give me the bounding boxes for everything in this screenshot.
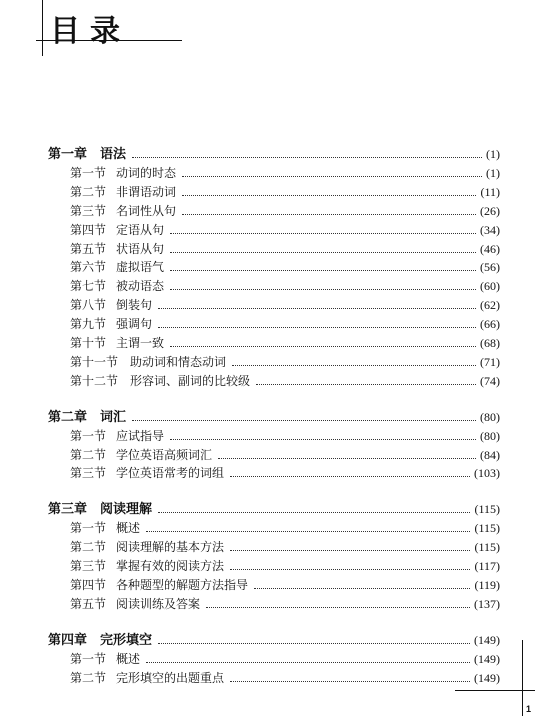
toc-entry-title: 动词的时态 bbox=[116, 165, 177, 180]
dot-leader bbox=[132, 419, 476, 421]
toc-entry-title: 阅读训练及答案 bbox=[116, 596, 201, 611]
toc-entry-number: 第十一节 bbox=[70, 354, 119, 369]
header-vertical-rule bbox=[42, 0, 43, 56]
toc-entry-title: 完形填空的出题重点 bbox=[116, 670, 225, 685]
toc-chapter-row bbox=[48, 633, 500, 648]
toc-section-row bbox=[70, 204, 500, 218]
page-title: 目录 bbox=[50, 14, 130, 49]
toc-entry-page: (149) bbox=[474, 670, 500, 685]
toc-entry-page: (62) bbox=[480, 298, 500, 313]
dot-leader bbox=[256, 383, 476, 385]
dot-leader bbox=[146, 661, 470, 663]
toc-entry-title: 语法 bbox=[100, 147, 127, 162]
toc-entry-title: 掌握有效的阅读方法 bbox=[116, 559, 225, 573]
toc-entry-title: 完形填空 bbox=[100, 632, 153, 648]
footer-horizontal-rule bbox=[455, 690, 535, 691]
toc-entry-title: 形容词、副词的比较级 bbox=[130, 373, 251, 388]
toc-section-row bbox=[70, 336, 500, 350]
toc-entry-title: 阅读理解 bbox=[100, 502, 153, 518]
toc-entry-page: (60) bbox=[480, 279, 500, 294]
dot-leader bbox=[182, 175, 482, 177]
toc-section-row bbox=[70, 448, 500, 462]
dot-leader bbox=[158, 642, 470, 644]
dot-leader bbox=[230, 680, 470, 682]
toc-entry-page: (149) bbox=[474, 651, 500, 666]
dot-leader bbox=[170, 288, 476, 290]
toc-chapter-row bbox=[48, 410, 500, 425]
toc-entry-page: (56) bbox=[480, 260, 500, 275]
toc-section-row bbox=[70, 671, 500, 685]
toc-section-row bbox=[70, 242, 500, 256]
toc-entry-title: 词汇 bbox=[100, 409, 127, 425]
toc-entry-number: 第八节 bbox=[70, 298, 107, 313]
dot-leader bbox=[182, 194, 476, 196]
toc-section-row bbox=[70, 185, 500, 199]
toc-entry-page: (84) bbox=[480, 447, 500, 462]
toc-entry-number: 第五节 bbox=[70, 596, 107, 611]
toc-entry-number: 第三节 bbox=[70, 203, 107, 218]
toc-entry-title: 应试指导 bbox=[116, 428, 165, 443]
toc-chapter-row bbox=[48, 502, 500, 517]
toc-entry-number: 第二节 bbox=[70, 184, 107, 199]
footer-vertical-rule bbox=[522, 640, 523, 716]
toc-entry-page: (66) bbox=[480, 317, 500, 332]
toc-section-row bbox=[70, 355, 500, 369]
dot-leader bbox=[254, 587, 470, 589]
toc-section-row bbox=[70, 521, 500, 535]
toc-entry-page: (26) bbox=[480, 203, 500, 218]
toc-entry-page: (34) bbox=[480, 222, 500, 237]
toc-section-row bbox=[70, 578, 500, 592]
toc-entry-number: 第四章 bbox=[48, 632, 88, 648]
toc-entry-number: 第一节 bbox=[70, 651, 107, 666]
dot-leader bbox=[158, 511, 470, 513]
toc-entry-page: (115) bbox=[474, 521, 500, 536]
toc-entry-number: 第一节 bbox=[70, 521, 107, 536]
toc-entry-title: 名词性从句 bbox=[116, 203, 177, 218]
toc-entry-title: 倒装句 bbox=[116, 298, 153, 313]
toc-entry-number: 第十节 bbox=[70, 336, 107, 350]
toc-section-row bbox=[70, 279, 500, 293]
toc-section-row bbox=[70, 466, 500, 480]
dot-leader bbox=[132, 156, 482, 158]
toc-entry-title: 非谓语动词 bbox=[116, 184, 177, 199]
toc-entry-title: 各种题型的解题方法指导 bbox=[116, 577, 249, 592]
dot-leader bbox=[218, 457, 476, 459]
dot-leader bbox=[170, 269, 476, 271]
toc-entry-title: 虚拟语气 bbox=[116, 260, 165, 275]
toc-section-row bbox=[70, 317, 500, 331]
toc-entry-page: (103) bbox=[474, 466, 500, 481]
toc-entry-number: 第三节 bbox=[70, 466, 107, 481]
toc-entry-page: (115) bbox=[474, 540, 500, 555]
toc-entry-title: 强调句 bbox=[116, 317, 153, 332]
toc-entry-page: (80) bbox=[480, 409, 500, 424]
toc-entry-page: (11) bbox=[480, 184, 500, 199]
toc-section-row bbox=[70, 597, 500, 611]
toc-entry-number: 第六节 bbox=[70, 260, 107, 275]
toc-entry-title: 状语从句 bbox=[116, 241, 165, 256]
dot-leader bbox=[230, 568, 470, 570]
dot-leader bbox=[170, 232, 476, 234]
toc-entry-page: (74) bbox=[480, 373, 500, 388]
dot-leader bbox=[230, 549, 470, 551]
toc-entry-page: (1) bbox=[486, 165, 500, 180]
toc-section-row bbox=[70, 260, 500, 274]
dot-leader bbox=[206, 606, 470, 608]
toc-entry-number: 第一节 bbox=[70, 428, 107, 443]
dot-leader bbox=[170, 438, 476, 440]
toc-entry-number: 第二节 bbox=[70, 540, 107, 555]
toc-entry-number: 第九节 bbox=[70, 317, 107, 332]
toc-entry-title: 主谓一致 bbox=[116, 336, 165, 350]
toc-entry-page: (68) bbox=[480, 336, 500, 350]
toc-entry-title: 学位英语高频词汇 bbox=[116, 447, 213, 462]
dot-leader bbox=[158, 307, 476, 309]
toc-entry-number: 第三节 bbox=[70, 559, 107, 573]
toc-entry-number: 第四节 bbox=[70, 577, 107, 592]
toc-entry-number: 第四节 bbox=[70, 222, 107, 237]
toc-entry-title: 助动词和情态动词 bbox=[130, 354, 227, 369]
toc-entry-number: 第二章 bbox=[48, 409, 88, 425]
toc-section-row bbox=[70, 166, 500, 180]
toc-entry-number: 第五节 bbox=[70, 241, 107, 256]
toc-entry-number: 第三章 bbox=[48, 502, 88, 518]
toc-entry-page: (71) bbox=[480, 354, 500, 369]
toc-entry-page: (46) bbox=[480, 241, 500, 256]
toc-entry-number: 第一章 bbox=[48, 147, 88, 162]
toc-section-row bbox=[70, 559, 500, 573]
dot-leader bbox=[182, 213, 476, 215]
dot-leader bbox=[170, 345, 476, 347]
dot-leader bbox=[158, 326, 476, 328]
page-number: 1 bbox=[526, 704, 532, 714]
dot-leader bbox=[232, 364, 476, 366]
dot-leader bbox=[146, 530, 470, 532]
toc-entry-title: 学位英语常考的词组 bbox=[116, 466, 225, 481]
toc-entry-number: 第七节 bbox=[70, 279, 107, 294]
toc-entry-page: (137) bbox=[474, 596, 500, 611]
dot-leader bbox=[170, 251, 476, 253]
toc-entry-title: 概述 bbox=[116, 651, 141, 666]
toc-entry-page: (119) bbox=[474, 577, 500, 592]
toc-section-row bbox=[70, 429, 500, 443]
toc-entry-number: 第一节 bbox=[70, 165, 107, 180]
toc-entry-number: 第十二节 bbox=[70, 373, 119, 388]
toc-section-row bbox=[70, 652, 500, 666]
toc-entry-title: 阅读理解的基本方法 bbox=[116, 540, 225, 555]
toc-entry-number: 第二节 bbox=[70, 670, 107, 685]
toc-entry-page: (115) bbox=[474, 502, 500, 517]
toc-chapter-row bbox=[48, 147, 500, 162]
dot-leader bbox=[230, 475, 470, 477]
toc-entry-title: 概述 bbox=[116, 521, 141, 536]
toc-section-row bbox=[70, 540, 500, 554]
toc-entry-title: 被动语态 bbox=[116, 279, 165, 294]
toc-section-row bbox=[70, 223, 500, 237]
toc-entry-title: 定语从句 bbox=[116, 222, 165, 237]
toc-section-row bbox=[70, 374, 500, 388]
toc-entry-page: (80) bbox=[480, 428, 500, 443]
toc-entry-page: (1) bbox=[486, 147, 500, 161]
toc-entry-page: (149) bbox=[474, 632, 500, 647]
toc-section-row bbox=[70, 298, 500, 312]
toc-entry-number: 第二节 bbox=[70, 447, 107, 462]
toc-entry-page: (117) bbox=[474, 559, 500, 573]
